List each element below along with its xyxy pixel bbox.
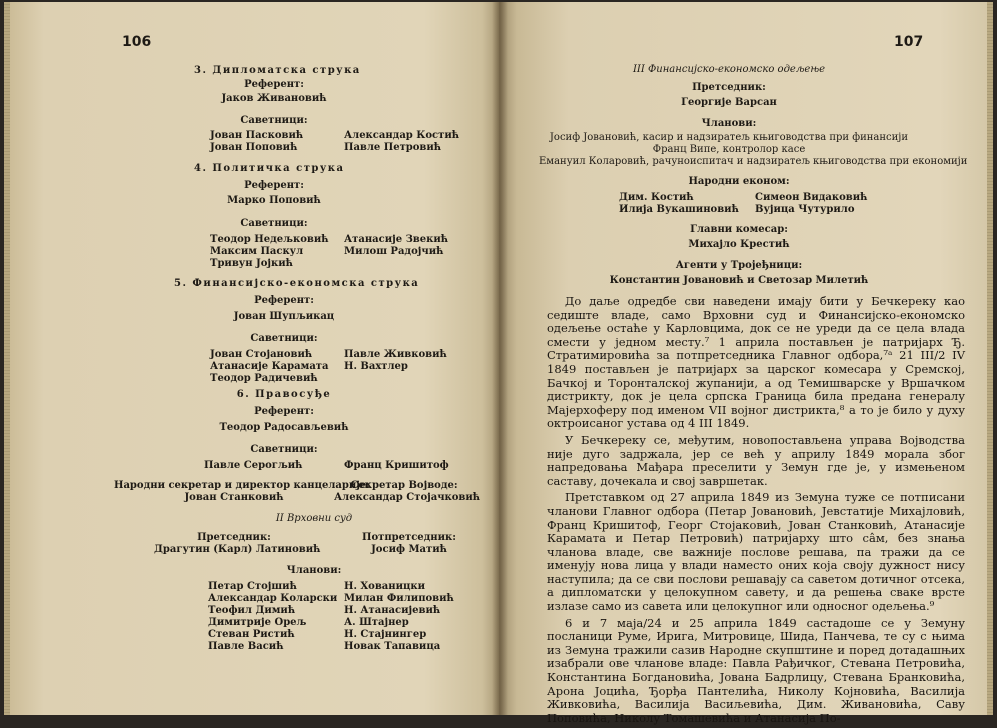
ekonom-member: Симеон Видаковић — [755, 192, 868, 203]
section-5-referent-label: Референт: — [254, 295, 314, 306]
dept-member-line: Јосиф Јовановић, касир и надзиратељ књиговодства при финансији — [549, 132, 909, 143]
vs-member: Димитрије Орељ — [208, 617, 307, 628]
paragraph: До даље одредбе сви наведени имају бити у Бечкереку као седиште владе, само Врховни суд и Финансијско-економско одељење остаће у Карловцима, док се не уреди да се цела влада смести у једном месту.⁷ 1 априла постављен је патријарх Ђ. Стратимировића за потпретседника Главног одбора,⁷ᵃ 21 III/2 IV 1849 постављен је патријарх за царског комесара у Сремској, Бачкој и Торонталској жупанији, а од Темишварске у Вршачком дистрикту, док је цела српска Граница била предана генералу Мајерхоферу под именом VII војног дистрикта,⁸ а то је било у духу октроисаног устава од 4 III 1849. — [547, 294, 965, 431]
paragraph: У Бечкереку се, међутим, новопостављена управа Војводства није дуго задржала, јер се већ у априлу 1849 морала због напредовања Мађара преселити у Земун где је, у измењеном саставу, дочекала и свој завршетак. — [547, 432, 965, 488]
section-5-savetnici-label: Саветници: — [250, 333, 318, 344]
vs-potpretsednik-name: Јосиф Матић — [371, 544, 447, 555]
paragraph: 6 и 7 маја/24 и 25 априла 1849 састадоше се у Земуну посланици Руме, Ирига, Митровице, Шида, Панчева, те су с њима из Земуна тражили сазив Народне скупштине и поред дотадашњих изабрали ове чланове владе: Павла Рађичког, Стевана Петровића, Константина Богдановића, Јована Бадрлицу, Стевана Бранковића, Арона Јоцића, Ђорђа Пантелића, Николу Којновића, Василија Живковића, Василија Васиљевића, Дим. Живановића, Саву Поповића, Николу Томашевића и Атанасија По- — [547, 615, 965, 725]
book-gutter — [492, 2, 508, 715]
section-4-title: 4. Политичка струка — [194, 163, 345, 174]
sekretar-vojvode-name: Александар Стојачковић — [334, 492, 481, 503]
right-page-number: 107 — [894, 34, 924, 50]
vs-member: Павле Васић — [208, 641, 284, 652]
section-4-savetnici-label: Саветници: — [240, 218, 308, 229]
section-5-member: Павле Живковић — [344, 349, 447, 360]
section-3-referent-label: Референт: — [244, 79, 304, 90]
ekonom-member: Илија Вукашиновић — [619, 204, 739, 215]
ekonom-label: Народни економ: — [688, 176, 790, 187]
agenti-names: Константин Јовановић и Светозар Милетић — [609, 275, 869, 286]
section-3-member: Јован Пасковић — [210, 130, 304, 141]
vs-pretsednik-name: Драгутин (Карл) Латиновић — [154, 544, 321, 555]
dept-member-line: Франц Випе, контролор касе — [652, 144, 806, 155]
section-6-referent-name: Теодор Радосављевић — [219, 422, 349, 433]
paragraph: Претставком од 27 априла 1849 из Земуна туже се потписани чланови Главног одбора (Петар Јовановић, Јевстатије Михајловић, Франц Кришитоф, Георг Стојаковић, Јован Станковић, Атанасије Карамата и Петар Петровић) патријарху што сâм, без знања чланова владе, све важније послове решава, па тражи да се именују нова лица у влади наместо оних која своју дужност нису наступила; да се сви послови решавају са саветом дотичног отсека, а дипломатски у целокупном савету, и да решења сваке врсте излазе само из савета или целокупног или односног одељења.⁹ — [547, 490, 965, 614]
section-6-member: Павле Серогљић — [204, 460, 303, 471]
dept-pretsednik-label: Претседник: — [692, 82, 766, 93]
right-page — [499, 2, 993, 725]
section-6-member: Франц Кришитоф — [344, 460, 449, 471]
section-5-member: Атанасије Карамата — [210, 361, 329, 372]
dept-member-line: Емануил Коларовић, рачуноиспитач и надзиратељ књиговодства при економији — [539, 156, 968, 167]
vs-member: Милан Филиповић — [344, 593, 454, 604]
vs-pretsednik-label: Претседник: — [197, 532, 271, 543]
narodni-sekretar-label: Народни секретар и директор канцеларије: — [114, 480, 370, 491]
agenti-label: Агенти у Трojеђници: — [675, 260, 803, 271]
section-3-member: Јован Поповић — [210, 142, 298, 153]
ekonom-member: Дим. Костић — [619, 192, 694, 203]
vrhovni-sud-title: II Врховни суд — [275, 513, 353, 524]
komesar-label: Главни комесар: — [690, 224, 788, 235]
section-6-title: 6. Правосуђе — [236, 389, 332, 400]
vs-member: Александар Коларски — [208, 593, 338, 604]
page-edge — [987, 2, 993, 715]
section-3-member: Павле Петровић — [344, 142, 442, 153]
page-edge — [4, 2, 10, 715]
section-5-member: Теодор Радичевић — [210, 373, 318, 384]
section-3-savetnici-label: Саветници: — [240, 115, 308, 126]
vs-member: Петар Стојшић — [208, 581, 297, 592]
vs-member: Н. Хованицки — [344, 581, 426, 592]
section-4-member: Атанасије Звекић — [344, 234, 449, 245]
dept-title: III Финансијско-економско одељење — [632, 64, 826, 75]
vs-potpretsednik-label: Потпретседник: — [362, 532, 456, 543]
section-4-member: Максим Паскул — [210, 246, 304, 257]
vs-member: Н. Атанасијевић — [344, 605, 441, 616]
section-4-referent-label: Референт: — [244, 180, 304, 191]
vs-member: Н. Стајнингер — [344, 629, 427, 640]
section-5-title: 5. Финансијско-економска струка — [174, 278, 420, 289]
komesar-name: Михајло Крестић — [688, 239, 790, 250]
vs-member: А. Штајнер — [344, 617, 409, 628]
section-4-referent-name: Марко Поповић — [227, 195, 321, 206]
vs-member: Новак Тапавица — [344, 641, 441, 652]
ekonom-member: Вујица Чутурило — [755, 204, 855, 215]
section-5-member: Јован Стојановић — [210, 349, 313, 360]
dept-pretsednik-name: Георгије Варсан — [681, 97, 777, 108]
section-4-member: Теодор Недељковић — [210, 234, 329, 245]
vs-member: Стеван Ристић — [208, 629, 295, 640]
section-4-member: Милош Радојчић — [344, 246, 444, 257]
section-3-member: Александар Костић — [344, 130, 460, 141]
vs-clanovi-label: Чланови: — [286, 565, 342, 576]
narodni-sekretar-name: Јован Станковић — [184, 492, 284, 503]
section-3-referent-name: Јаков Живановић — [221, 93, 327, 104]
section-5-referent-name: Јован Шупљикац — [233, 311, 335, 322]
section-5-member: Н. Вахтлер — [344, 361, 408, 372]
book-spread — [4, 2, 993, 725]
sekretar-vojvode-label: Секретар Војводе: — [350, 480, 458, 491]
section-4-member: Тривун Јојкић — [210, 258, 293, 269]
dept-clanovi-label: Чланови: — [701, 118, 757, 129]
left-page — [4, 2, 499, 715]
section-6-savetnici-label: Саветници: — [250, 444, 318, 455]
left-page-number: 106 — [122, 34, 152, 50]
section-6-referent-label: Референт: — [254, 406, 314, 417]
body-text — [547, 295, 965, 728]
vs-member: Теофил Димић — [208, 605, 296, 616]
section-3-title: 3. Дипломатска струка — [194, 65, 361, 76]
